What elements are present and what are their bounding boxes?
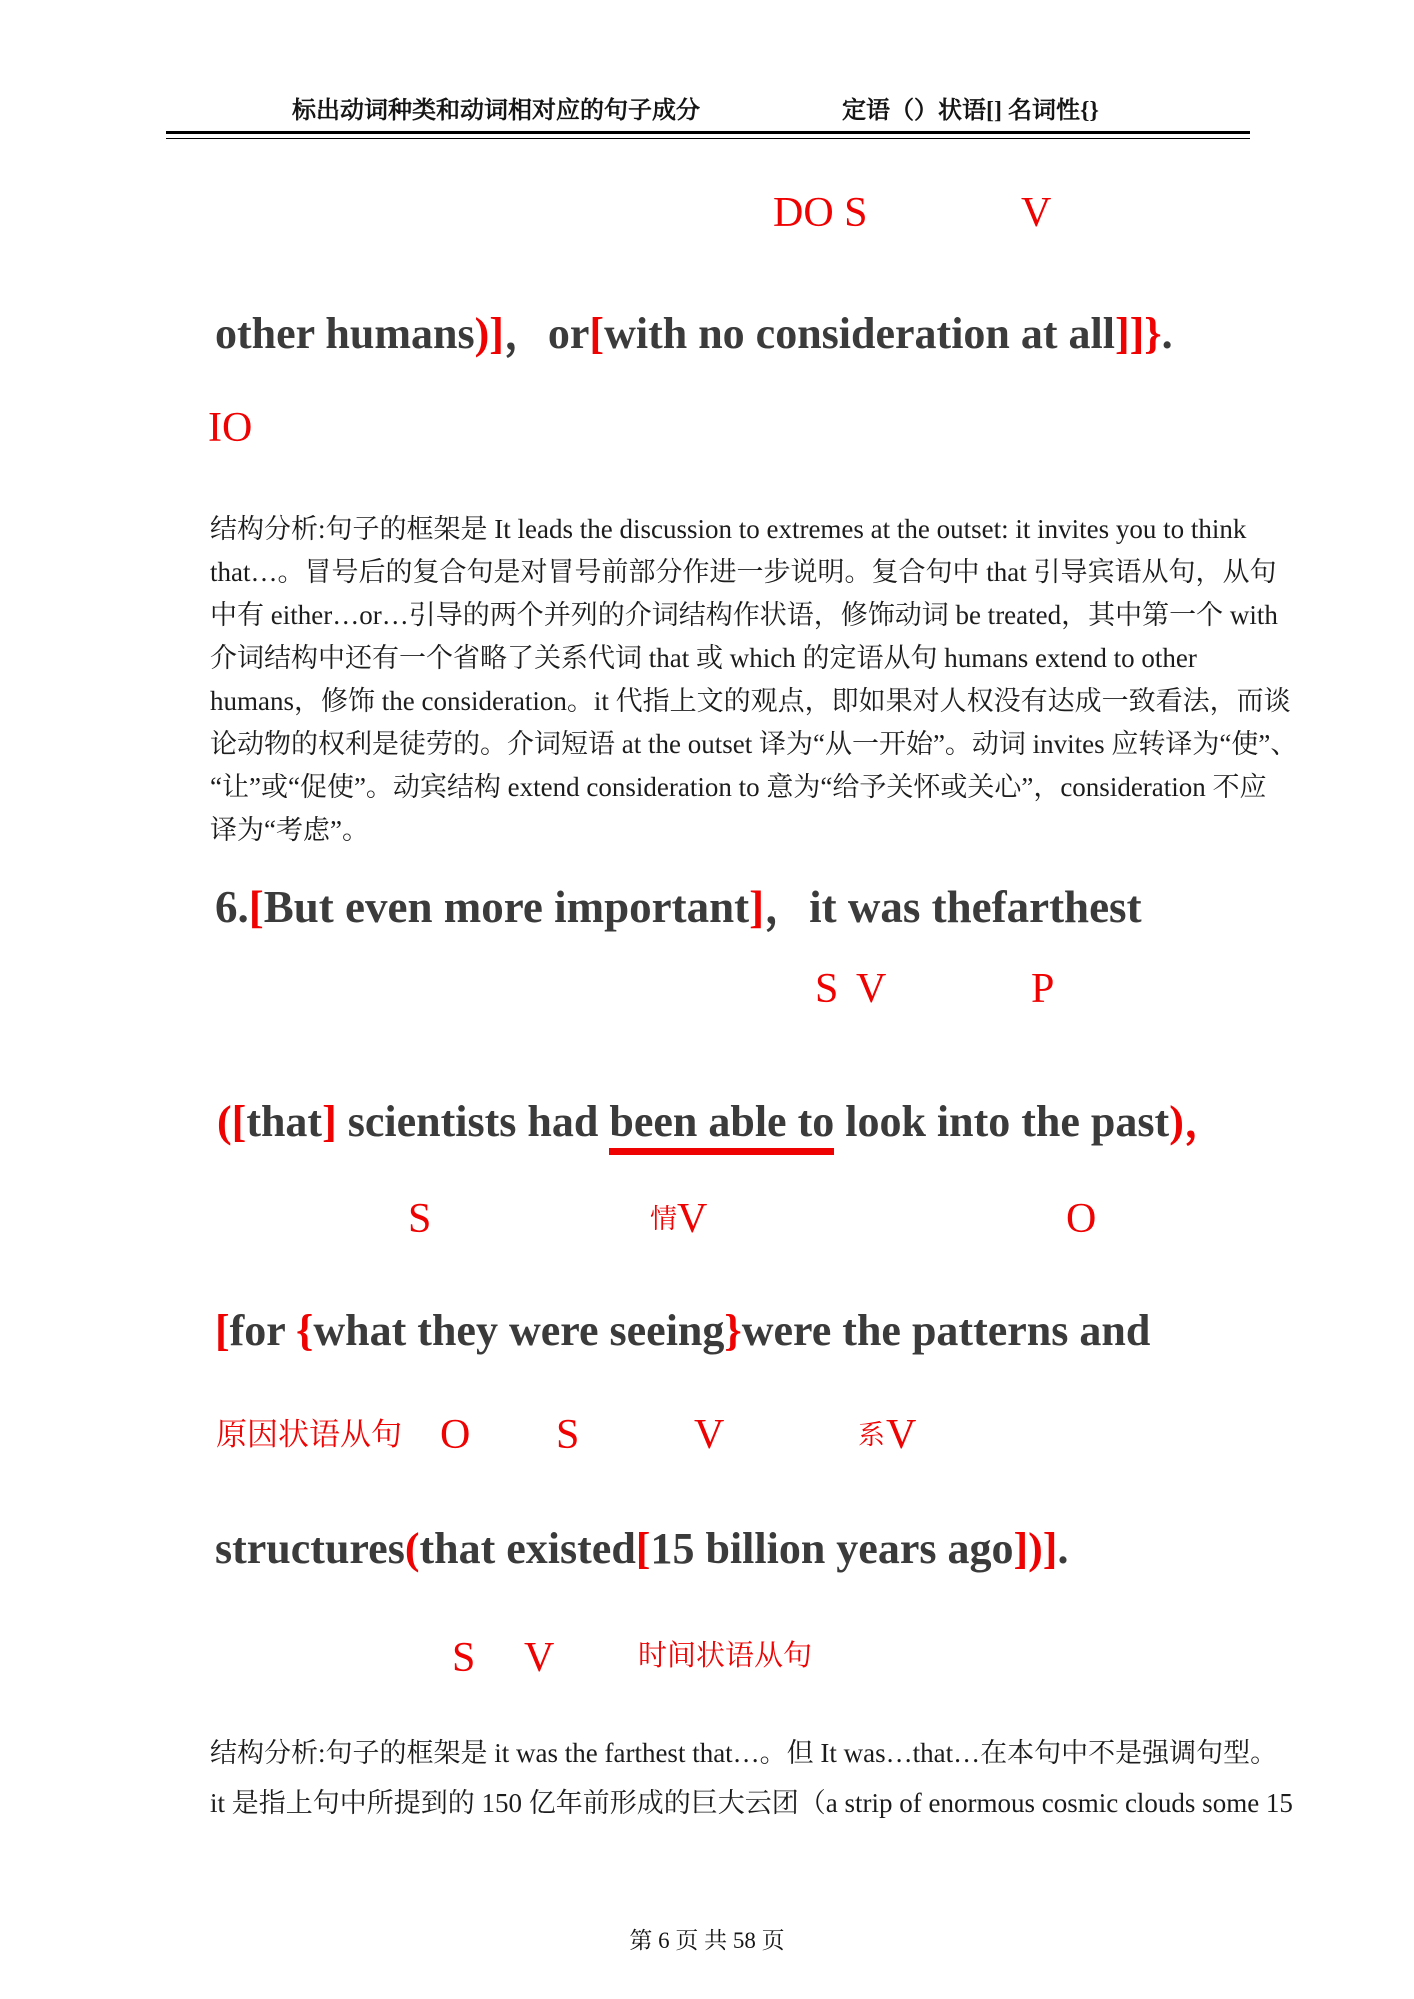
bracket-red: ] [322, 1097, 337, 1146]
grammar-label-v: V [677, 1196, 708, 1242]
grammar-label-s: S [452, 1635, 476, 1681]
sentence-segment: ， [764, 882, 810, 932]
analysis-line: it 是指上句中所提到的 150 亿年前形成的巨大云团（a strip of enormous cosmic clouds some 15 [210, 1788, 1293, 1818]
sentence-line-3 [215, 1305, 1150, 1356]
bracket-red: ] [749, 882, 765, 932]
paren-red: ( [404, 1524, 420, 1573]
analysis-line: 结构分析:句子的框架是 it was the farthest that…。但 It was…that…在本句中不是强调句型。 [210, 1738, 1278, 1768]
annotation-row-4 [0, 1196, 1414, 1246]
grammar-label-qing: 情 [650, 1204, 677, 1234]
grammar-label-io: IO [208, 405, 253, 451]
sentence-number: 6. [215, 882, 249, 932]
sentence-6-heading [215, 870, 1142, 935]
bracket-red: [ [215, 1306, 230, 1355]
sentence-line-4 [215, 1523, 1068, 1574]
bracket-red: [ [248, 882, 264, 932]
sentence-segment: it was thefarthest [809, 882, 1142, 932]
sentence-segment: other humans [215, 309, 475, 358]
grammar-label-v: V [694, 1412, 725, 1458]
sentence-segment: But even more important [263, 882, 750, 932]
comma-red: ， [1183, 1097, 1228, 1146]
sentence-segment: what they were seeing [313, 1306, 725, 1355]
analysis-line: 译为“考虑”。 [210, 815, 369, 845]
bracket-red: ]]} [1115, 309, 1162, 358]
analysis-line: “让”或“促使”。动宾结构 extend consideration to 意为“给予关怀或关心”，consideration 不应 [210, 772, 1267, 802]
grammar-label-v: V [856, 966, 887, 1012]
grammar-label-v: V [1021, 190, 1052, 236]
sentence-segment: were the patterns and [741, 1306, 1151, 1355]
header-left-title: 标出动词种类和动词相对应的句子成分 [292, 98, 700, 124]
brace-red: { [296, 1306, 314, 1355]
analysis-line: 介词结构中还有一个省略了关系代词 that 或 which 的定语从句 humans extend to other [210, 643, 1197, 673]
underlined-phrase: been able to [609, 1097, 834, 1155]
analysis-line: 论动物的权利是徒劳的。介词短语 at the outset 译为“从一开始”。动词 invites 应转译为“使”、 [210, 729, 1298, 759]
sentence-segment: that [246, 1097, 323, 1146]
header-right-legend: 定语（）状语[] 名词性{} [842, 98, 1099, 124]
grammar-label-s: S [556, 1412, 580, 1458]
sentence-segment: . [1161, 309, 1173, 358]
analysis-line: 结构分析:句子的框架是 It leads the discussion to extremes at the outset: it invites you to think [210, 514, 1247, 544]
sentence-segment: look into the past [834, 1097, 1170, 1146]
sentence-segment: . [1057, 1524, 1069, 1573]
bracket-red: ( [217, 1097, 232, 1146]
annotation-row-3 [0, 966, 1414, 1016]
grammar-label-time-clause: 时间状语从句 [638, 1640, 813, 1672]
sentence-segment: or [547, 309, 590, 358]
grammar-label-s: S [815, 966, 839, 1012]
brace-red: } [724, 1306, 742, 1355]
sentence-segment: for [229, 1306, 297, 1355]
analysis-line: that…。冒号后的复合句是对冒号前部分作进一步说明。复合句中 that 引导宾语从句，从句 [210, 557, 1277, 587]
annotation-row-1 [0, 190, 1414, 240]
grammar-label-xi: 系 [858, 1420, 885, 1450]
analysis-paragraph-2 [210, 1728, 1293, 1828]
grammar-label-o: O [1066, 1196, 1097, 1242]
grammar-label-p: P [1031, 966, 1055, 1012]
sentence-segment: structures [215, 1524, 405, 1573]
grammar-label-do-s: DO S [773, 190, 868, 236]
grammar-label-o: O [440, 1412, 471, 1458]
grammar-label-reason-clause: 原因状语从句 [216, 1417, 402, 1452]
grammar-label-s: S [408, 1196, 432, 1242]
sentence-line-2 [217, 1085, 1228, 1149]
grammar-label-v2: V [886, 1412, 917, 1458]
header-rule [166, 131, 1250, 139]
bracket-red: [ [589, 309, 605, 358]
sentence-line-1 [215, 297, 1173, 361]
page-number: 第 6 页 共 58 页 [629, 1928, 785, 1953]
bracket-red: ])] [1013, 1524, 1058, 1573]
sentence-segment: ， [503, 309, 548, 358]
sentence-segment: scientists had [336, 1097, 610, 1146]
annotation-row-6 [0, 1635, 1414, 1685]
sentence-segment: 15 billion years ago [650, 1524, 1014, 1573]
annotation-row-5 [0, 1412, 1414, 1462]
grammar-label-v: V [524, 1635, 555, 1681]
bracket-red: [ [635, 1524, 651, 1573]
analysis-line: 中有 either…or…引导的两个并列的介词结构作状语，修饰动词 be treated，其中第一个 with [210, 600, 1278, 630]
analysis-line: humans，修饰 the consideration。it 代指上文的观点，即如果对人权没有达成一致看法，而谈 [210, 686, 1291, 716]
bracket-red: ) [1169, 1097, 1184, 1146]
bracket-red: )] [474, 309, 504, 358]
analysis-paragraph-1 [210, 508, 1298, 852]
sentence-segment: that existed [419, 1524, 636, 1573]
bracket-red: [ [231, 1097, 247, 1146]
sentence-segment: with no consideration at all [604, 309, 1115, 358]
